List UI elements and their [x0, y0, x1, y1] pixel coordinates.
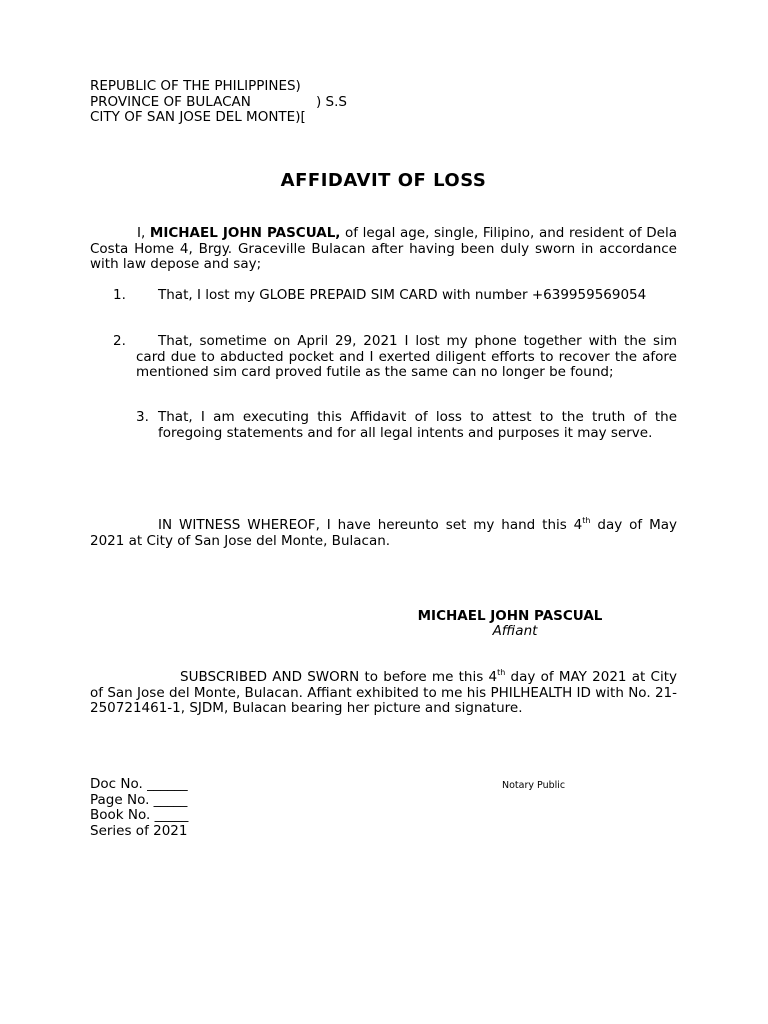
- signature-role: Affiant: [492, 623, 538, 639]
- venue-line-3: CITY OF SAN JOSE DEL MONTE)[: [90, 109, 306, 125]
- series: Series of 2021: [90, 822, 188, 839]
- item-1-number: 1.: [113, 287, 126, 303]
- venue-line-2: [90, 95, 390, 111]
- venue-ss: ) S.S: [316, 93, 347, 110]
- book-no: Book No. _____: [90, 807, 189, 823]
- witness-superscript: th: [582, 516, 591, 525]
- jurat-text-after: day of MAY 2021 at City of San Jose del Monte, Bulacan. Affiant exhibited to me his PHILHEALTH ID with No. 21-250721461-1, SJDM, Bulacan bearing her picture and signature.: [90, 669, 677, 716]
- signature-name: MICHAEL JOHN PASCUAL: [417, 608, 603, 624]
- jurat-paragraph: [90, 670, 677, 717]
- item-3-number: 3.: [136, 409, 149, 425]
- witness-text-before: IN WITNESS WHEREOF, I have hereunto set my hand this 4: [158, 517, 583, 533]
- venue-line-1: REPUBLIC OF THE PHILIPPINES): [90, 78, 301, 94]
- jurat-superscript: th: [497, 668, 506, 677]
- intro-paragraph: [90, 226, 677, 273]
- venue-block: [90, 79, 390, 126]
- jurat-text-before: SUBSCRIBED AND SWORN to before me this 4: [180, 669, 498, 685]
- item-3-text: That, I am executing this Affidavit of loss to attest to the truth of the foregoing statements and for all legal intents and purposes it may serve.: [158, 409, 677, 441]
- notary-record: [90, 777, 290, 839]
- witness-paragraph: [90, 518, 677, 549]
- item-1-text: That, I lost my GLOBE PREPAID SIM CARD with number +639959569054: [158, 287, 647, 303]
- affiant-name-inline: MICHAEL JOHN PASCUAL,: [149, 225, 341, 241]
- document-title: AFFIDAVIT OF LOSS: [280, 170, 487, 191]
- item-2-text: That, sometime on April 29, 2021 I lost my phone together with the sim card due to abducted pocket and I exerted diligent efforts to recover the afore mentioned sim card proved futile as the same can no longer be found;: [136, 333, 677, 380]
- item-2-number: 2.: [113, 333, 126, 349]
- doc-no: Doc No. ______: [90, 776, 188, 792]
- page-no: Page No. _____: [90, 791, 188, 808]
- venue-province: PROVINCE OF BULACAN: [90, 93, 251, 110]
- witness-text-after: day of May 2021 at City of San Jose del Monte, Bulacan.: [90, 517, 677, 549]
- notary-public-label: Notary Public: [502, 780, 566, 791]
- intro-prefix: I,: [137, 225, 150, 241]
- intro-rest: of legal age, single, Filipino, and resident of Dela Costa Home 4, Brgy. Graceville Bulacan after having been duly sworn in accordance with law depose and say;: [90, 225, 677, 272]
